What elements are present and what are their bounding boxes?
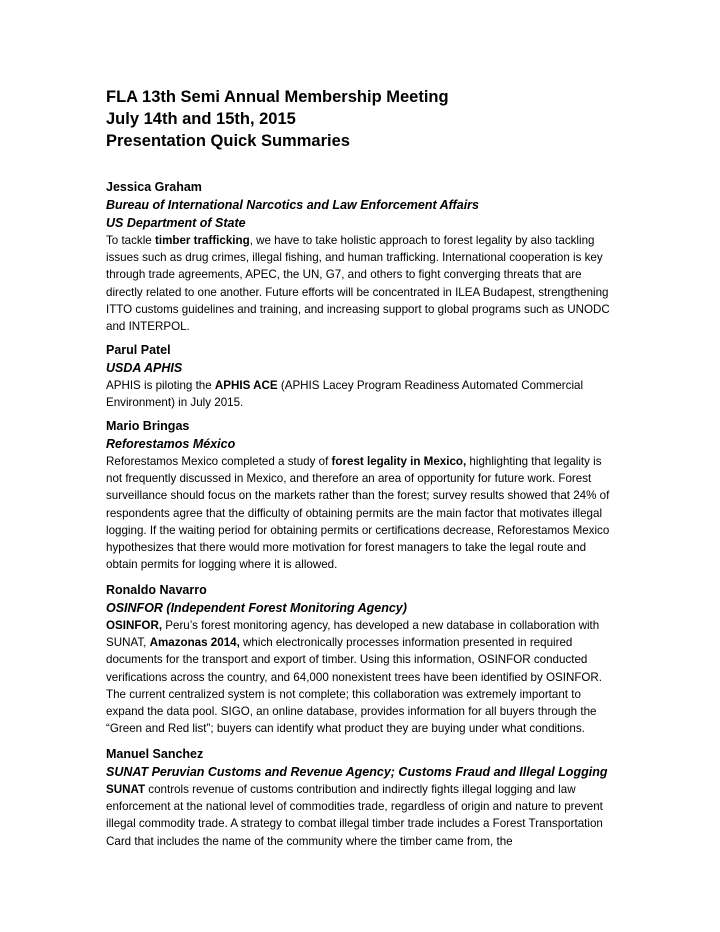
- speaker-organization: OSINFOR (Independent Forest Monitoring Agency): [106, 601, 407, 615]
- title-line: July 14th and 15th, 2015: [106, 110, 296, 128]
- speaker-organization: USDA APHIS: [106, 361, 183, 375]
- speaker-section: [106, 178, 618, 335]
- speaker-section: [106, 745, 618, 850]
- summary-text: Reforestamos Mexico completed a study of: [106, 455, 332, 468]
- summary-text: Peru’s forest monitoring agency, has developed a new database in collaboration with SUNAT,: [106, 619, 600, 650]
- bold-term: Amazonas 2014,: [149, 636, 240, 650]
- document-title: [106, 86, 449, 152]
- speaker-organization: Bureau of International Narcotics and Law Enforcement Affairs: [106, 198, 479, 212]
- speaker-name: Ronaldo Navarro: [106, 583, 207, 597]
- speaker-organization: Reforestamos México: [106, 437, 236, 451]
- summary-text: which electronically processes information presented in required documents for the transport and export of timber. Using this information, OSINFOR conducted verifications across the country, and 64,000 nonexistent trees have been identified by OSINFOR. The current centralized system is not complete; this collaboration was extremely important to expand the data pool. SIGO, an online database, provides information for all buyers through the “Green and Red list”; buyers can identify what product they are buying under what conditions.: [106, 636, 603, 736]
- bold-term: SUNAT: [106, 783, 146, 796]
- speaker-name: Mario Bringas: [106, 419, 190, 433]
- speaker-summary: [106, 453, 618, 573]
- speaker-section: [106, 581, 618, 737]
- summary-text: APHIS is piloting the: [106, 379, 215, 392]
- speaker-name: Manuel Sanchez: [106, 747, 204, 761]
- title-line: FLA 13th Semi Annual Membership Meeting: [106, 88, 449, 106]
- speaker-summary: [106, 232, 618, 335]
- summary-text: , we have to take holistic approach to forest legality by also tackling issues such as drug crimes, illegal fishing, and human trafficking. International cooperation is key through trade agreements, APEC, the UN, G7, and others to fight converging threats that are directly related to one another. Future efforts will be concentrated in ILEA Budapest, strengthening ITTO customs guidelines and training, and increasing support to global programs such as UNODC and INTERPOL.: [106, 234, 610, 334]
- speaker-name: Jessica Graham: [106, 180, 202, 194]
- speaker-summary: [106, 781, 618, 850]
- speaker-name: Parul Patel: [106, 343, 171, 357]
- speaker-organization: US Department of State: [106, 216, 246, 230]
- bold-term: APHIS ACE: [214, 379, 278, 392]
- bold-term: forest legality in Mexico,: [331, 455, 467, 468]
- speaker-summary: [106, 617, 618, 737]
- summary-text: (APHIS Lacey Program Readiness Automated Commercial Environment) in July 2015.: [106, 379, 584, 410]
- summary-text: highlighting that legality is not frequently discussed in Mexico, and therefore an area of opportunity for future work. Forest surveillance should focus on the markets rather than the forest; survey results showed that 24% of respondents agree that the difficulty of obtaining permits are the main factor that motivates illegal logging. If the waiting period for obtaining permits or certifications decrease, Reforestamos Mexico hypothesizes that there would more motivation for forest managers to take the legal route and obtain permits for logging where it is allowed.: [106, 455, 610, 572]
- summary-text: controls revenue of customs contribution and indirectly fights illegal logging and law enforcement at the national level of commodities trade, regardless of origin and nature to prevent illegal commodity trade. A strategy to combat illegal timber trade includes a Forest Transportation Card that includes the name of the community where the timber came from, the: [106, 783, 603, 848]
- speaker-organization: SUNAT Peruvian Customs and Revenue Agency; Customs Fraud and Illegal Logging: [106, 765, 608, 779]
- title-line: Presentation Quick Summaries: [106, 132, 350, 150]
- summary-text: To tackle: [106, 234, 155, 247]
- speaker-section: [106, 417, 618, 573]
- bold-term: timber trafficking: [154, 234, 250, 247]
- speaker-summary: [106, 377, 618, 411]
- speaker-section: [106, 341, 618, 411]
- bold-term: OSINFOR,: [106, 619, 163, 632]
